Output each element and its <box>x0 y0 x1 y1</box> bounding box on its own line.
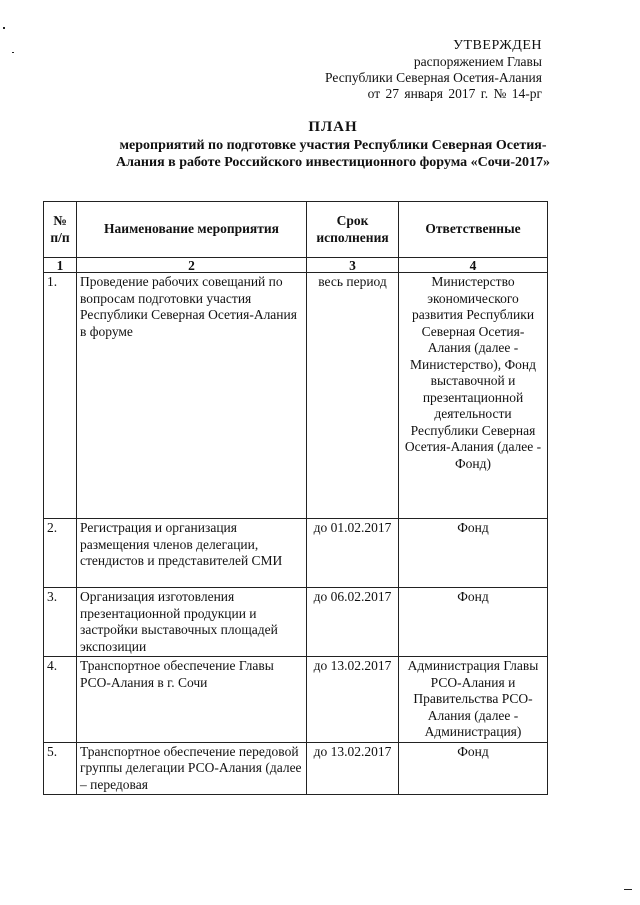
column-number: 3 <box>307 258 399 273</box>
row-responsible: Фонд <box>399 519 548 588</box>
column-number: 1 <box>44 258 77 273</box>
scan-speck <box>12 52 14 53</box>
row-responsible: Администрация Главы РСО-Алания и Правительства РСО-Алания (далее - Администрация) <box>399 657 548 743</box>
column-number: 4 <box>399 258 548 273</box>
row-activity: Организация изготовления презентационной продукции и застройки выставочных площадей экспозиции <box>77 588 307 657</box>
row-term: до 13.02.2017 <box>307 742 399 795</box>
row-responsible: Министерство экономического развития Республики Северная Осетия-Алания (далее - Министерство), Фонд выставочной и презентационной деятельности Республики Северная Осетия-Алания (далее - Фонд) <box>399 273 548 519</box>
table-row <box>44 519 548 588</box>
header-responsible: Ответственные <box>399 202 548 258</box>
table-row <box>44 273 548 519</box>
row-number: 3. <box>44 588 77 657</box>
table-row <box>44 588 548 657</box>
row-number: 4. <box>44 657 77 743</box>
approval-line: Республики Северная Осетия-Алания <box>325 70 542 85</box>
row-activity: Транспортное обеспечение передовой группы делегации РСО-Алания (далее – передовая <box>77 742 307 795</box>
row-activity: Регистрация и организация размещения членов делегации, стендистов и представителей СМИ <box>77 519 307 588</box>
header-term: Срок исполнения <box>307 202 399 258</box>
plan-table <box>43 201 548 795</box>
approval-date: от 27 января 2017 г. № 14-рг <box>367 86 542 101</box>
table-row <box>44 742 548 795</box>
row-term: до 01.02.2017 <box>307 519 399 588</box>
row-number: 2. <box>44 519 77 588</box>
table-header-row <box>44 202 548 258</box>
header-name: Наименование мероприятия <box>77 202 307 258</box>
column-number: 2 <box>77 258 307 273</box>
approval-heading: УТВЕРЖДЕН <box>453 38 542 53</box>
row-term: до 13.02.2017 <box>307 657 399 743</box>
approval-stamp <box>325 38 542 102</box>
row-term: весь период <box>307 273 399 519</box>
scan-speck <box>624 889 632 890</box>
title-subtitle: мероприятий по подготовке участия Республики Северная Осетия-Алания в работе Российского инвестиционного форума «Сочи-2017» <box>115 138 551 170</box>
scan-speck <box>3 27 5 29</box>
title-main: ПЛАН <box>308 119 358 135</box>
document-title <box>60 118 606 171</box>
row-responsible: Фонд <box>399 742 548 795</box>
row-number: 5. <box>44 742 77 795</box>
column-number-row <box>44 258 548 273</box>
row-responsible: Фонд <box>399 588 548 657</box>
header-num: № п/п <box>44 202 77 258</box>
row-activity: Проведение рабочих совещаний по вопросам подготовки участия Республики Северная Осетия-Алания в форуме <box>77 273 307 519</box>
row-term: до 06.02.2017 <box>307 588 399 657</box>
row-number: 1. <box>44 273 77 519</box>
row-activity: Транспортное обеспечение Главы РСО-Алания в г. Сочи <box>77 657 307 743</box>
table-row <box>44 657 548 743</box>
approval-line: распоряжением Главы <box>413 54 542 69</box>
